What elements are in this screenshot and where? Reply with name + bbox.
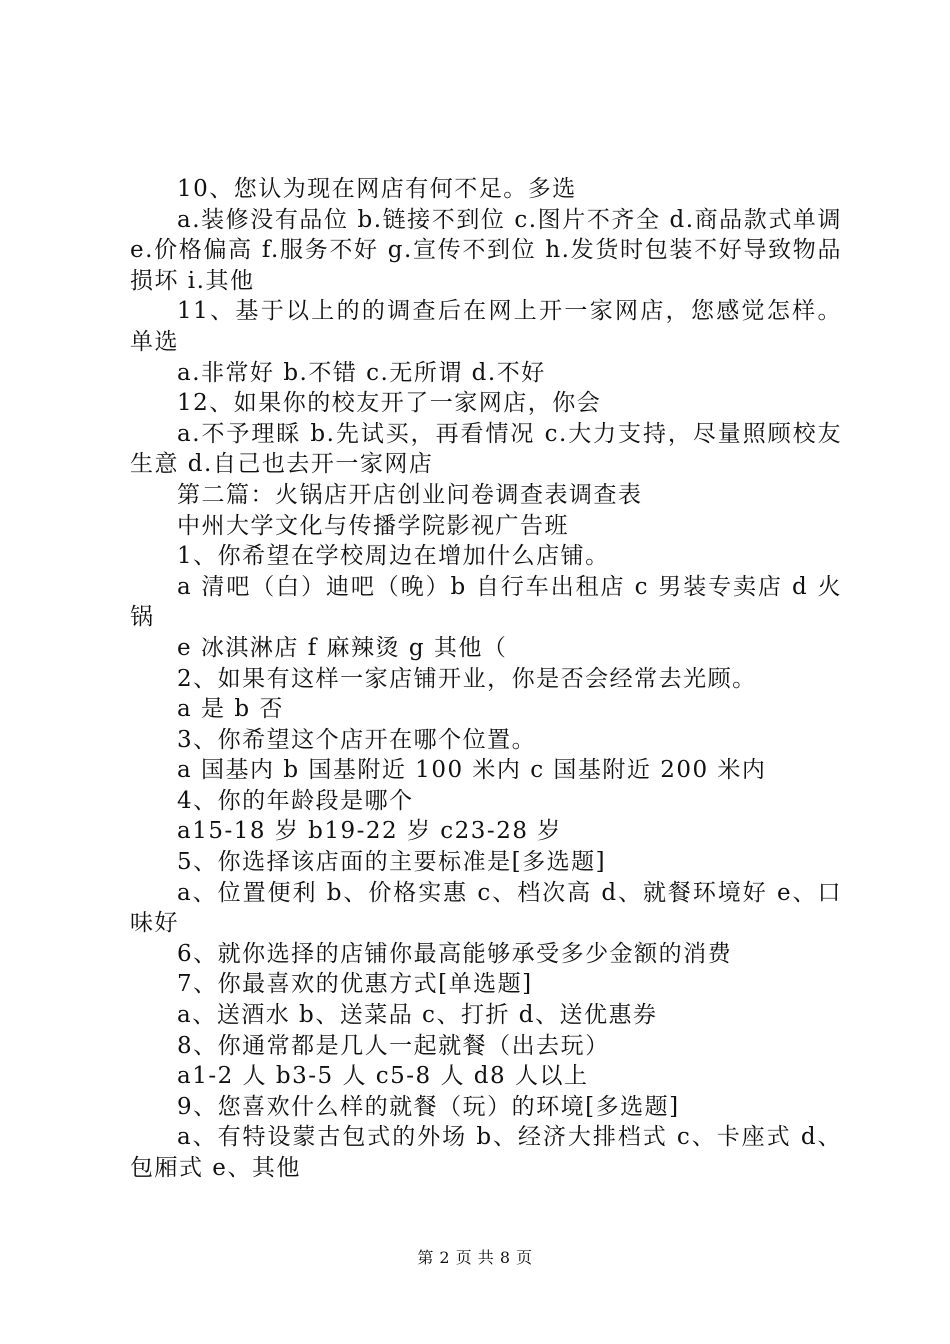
subtitle: 中州大学文化与传播学院影视广告班 (177, 512, 569, 539)
paragraph: 6、就你选择的店铺你最高能够承受多少金额的消费 (177, 940, 733, 967)
paragraph: 2、如果有这样一家店铺开业，你是否会经常去光顾。 (177, 665, 757, 692)
paragraph: a 国基内 b 国基附近 100 米内 c 国基附近 200 米内 (177, 757, 767, 784)
paragraph: a 是 b 否 (177, 696, 284, 723)
paragraph: 3、你希望这个店开在哪个位置。 (177, 726, 537, 753)
paragraph: 10、您认为现在网店有何不足。多选 (177, 176, 577, 202)
section-heading: 第二篇：火锅店开店创业问卷调查表调查表 (177, 481, 643, 508)
paragraph: 1、你希望在学校周边在增加什么店铺。 (177, 543, 610, 570)
paragraph: 4、你的年龄段是哪个 (177, 787, 414, 814)
paragraph: a 清吧（白）迪吧（晚）b 自行车出租店 c 男装专卖店 d 火锅 (130, 573, 842, 631)
paragraph: 8、你通常都是几人一起就餐（出去玩） (177, 1032, 610, 1059)
paragraph: a15-18 岁 b19-22 岁 c23-28 岁 (177, 818, 562, 845)
paragraph: a、位置便利 b、价格实惠 c、档次高 d、就餐环境好 e、口味好 (130, 879, 842, 937)
paragraph: a.不予理睬 b.先试买，再看情况 c.大力支持，尽量照顾校友生意 d.自己也去开一家网店 (130, 420, 842, 478)
paragraph: 5、你选择该店面的主要标准是[多选题] (177, 849, 607, 876)
paragraph: 9、您喜欢什么样的就餐（玩）的环境[多选题] (177, 1093, 680, 1120)
paragraph: a、有特设蒙古包式的外场 b、经济大排档式 c、卡座式 d、包厢式 e、其他 (130, 1124, 842, 1181)
document-body (130, 174, 842, 1184)
paragraph: 7、你最喜欢的优惠方式[单选题] (177, 971, 533, 998)
paragraph: a1-2 人 b3-5 人 c5-8 人 d8 人以上 (177, 1063, 589, 1090)
paragraph: 12、如果你的校友开了一家网店，你会 (177, 390, 602, 417)
paragraph: a.装修没有品位 b.链接不到位 c.图片不齐全 d.商品款式单调 e.价格偏高 f.服务不好 g.宣传不到位 h.发货时包装不好导致物品损坏 i.其他 (130, 206, 842, 294)
paragraph: a、送酒水 b、送菜品 c、打折 d、送优惠券 (177, 1002, 658, 1029)
paragraph: e 冰淇淋店 f 麻辣烫 g 其他（ (177, 634, 508, 661)
paragraph: 11、基于以上的的调查后在网上开一家网店，您感觉怎样。单选 (130, 298, 842, 355)
page-number-footer: 第 2 页 共 8 页 (417, 1248, 533, 1267)
paragraph: a.非常好 b.不错 c.无所谓 d.不好 (177, 359, 546, 386)
